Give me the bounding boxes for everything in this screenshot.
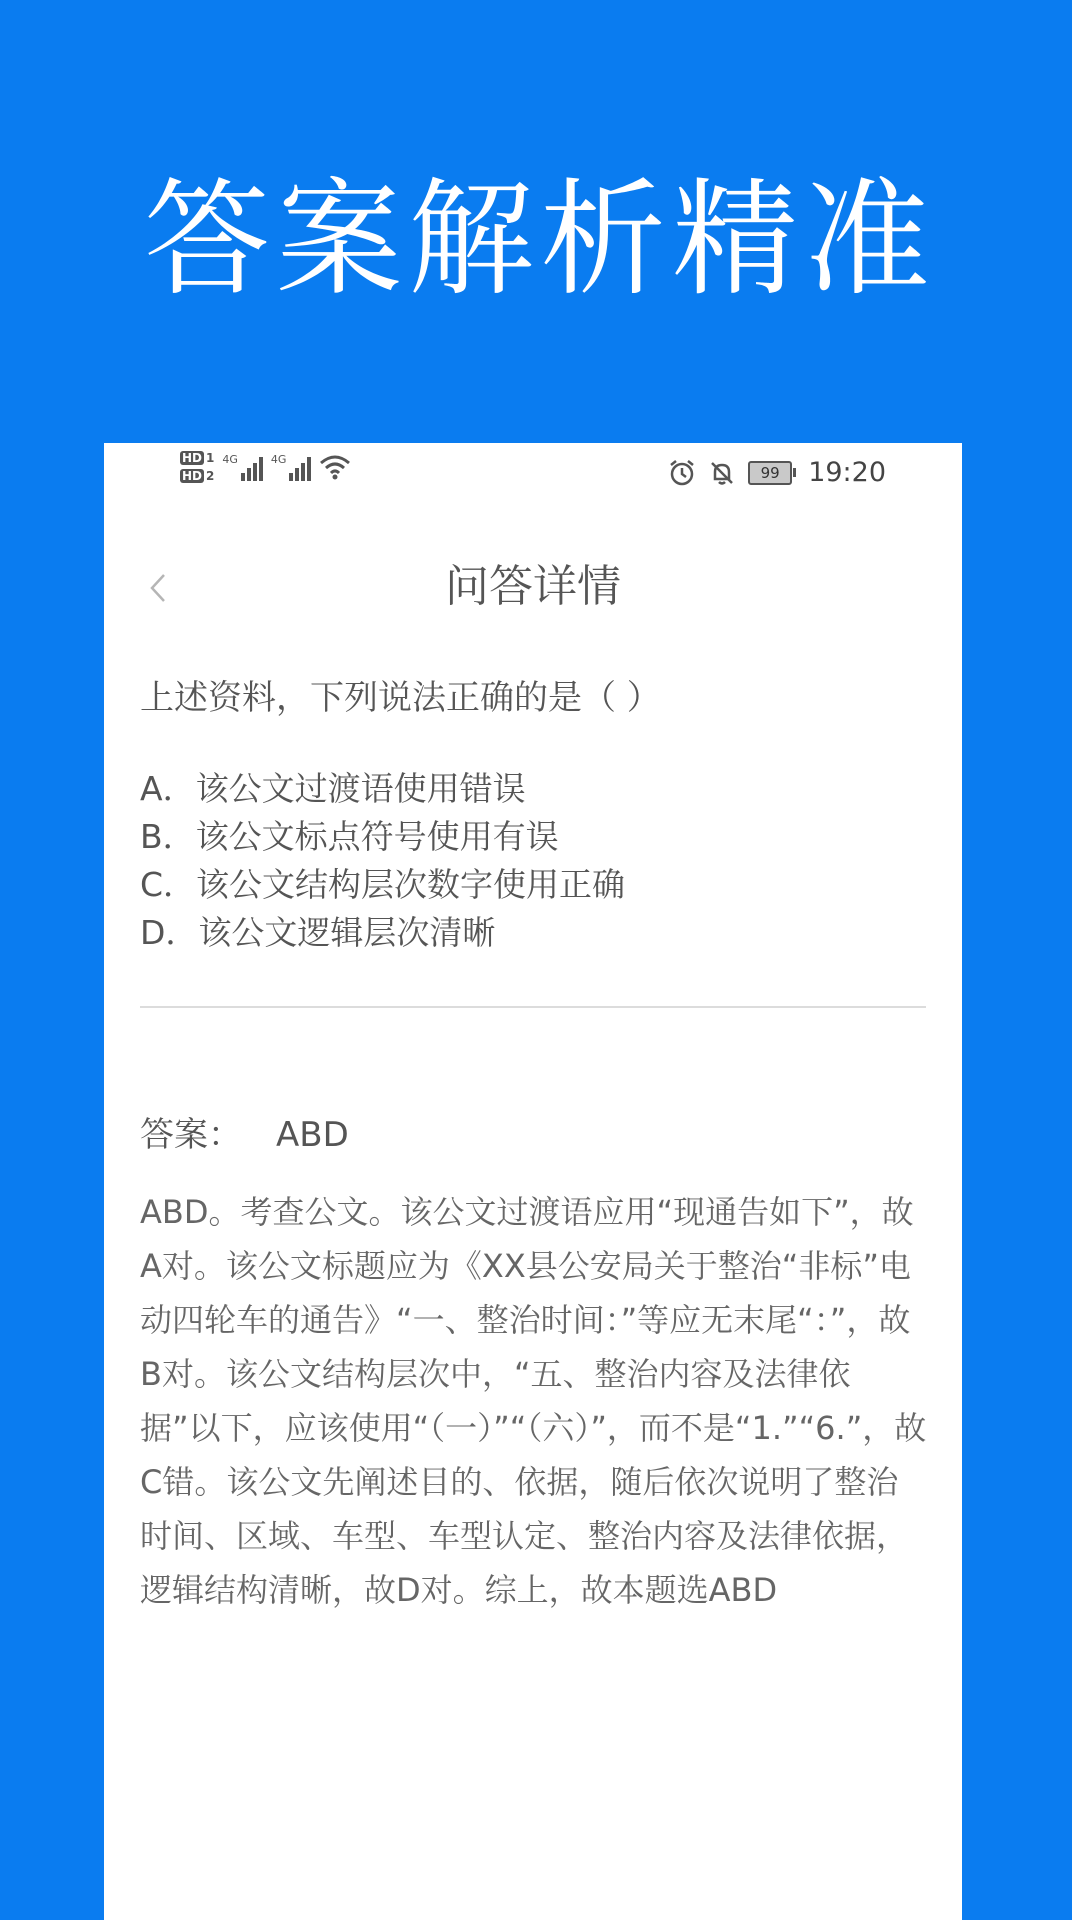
question-text: 上述资料，下列说法正确的是（ ） <box>140 678 661 718</box>
nav-bar <box>104 543 962 633</box>
hd-indicators <box>180 451 214 483</box>
answer-value: ABD <box>276 1115 349 1155</box>
hd-1-icon: HD 1 <box>182 451 215 465</box>
wifi-icon <box>319 453 351 481</box>
answer-label: 答案： <box>140 1115 242 1155</box>
status-right-icons <box>668 457 886 488</box>
signal-2-icon <box>271 453 312 481</box>
status-left-icons <box>180 451 351 483</box>
right-edge-strip <box>1072 0 1080 1920</box>
answer-row <box>140 1110 349 1160</box>
signal-1-icon <box>222 453 263 481</box>
option-b: B．该公文标点符号使用有误 <box>140 817 559 856</box>
battery-icon <box>748 461 796 485</box>
hd-2-icon: HD 2 <box>182 469 215 483</box>
page-title: 问答详情 <box>445 561 621 612</box>
divider <box>140 1006 926 1008</box>
option-c: C．该公文结构层次数字使用正确 <box>140 865 626 904</box>
phone-screenshot <box>104 443 962 1920</box>
status-bar <box>104 443 962 505</box>
option-d: D．该公文逻辑层次清晰 <box>140 913 496 952</box>
signal-2-label: 4G <box>270 453 287 466</box>
analysis-text: ABD。考查公文。该公文过渡语应用“现通告如下”，故A对。该公文标题应为《XX县公安局关于整治“非标”电动四轮车的通告》“一、整治时间：”等应无末尾“：”，故B对。该公文结构层次中，“五、整治内容及法律依据”以下，应该使用“（一）”“（六）”，而不是“1.”“6.”，故C错。该公文先阐述目的、依据，随后依次说明了整治时间、区域、车型、车型认定、整治内容及法律依据，逻辑结构清晰，故D对。综上，故本题选ABD <box>140 1193 927 1609</box>
battery-level: 99 <box>748 461 792 485</box>
alarm-icon <box>668 459 696 487</box>
signal-1-label: 4G <box>222 453 238 466</box>
hero-title: 答案解析精准 <box>144 166 936 313</box>
options-list <box>140 765 625 957</box>
mute-bell-icon <box>708 459 736 487</box>
status-time: 19:20 <box>808 457 886 488</box>
option-a: A．该公文过渡语使用错误 <box>140 769 526 808</box>
